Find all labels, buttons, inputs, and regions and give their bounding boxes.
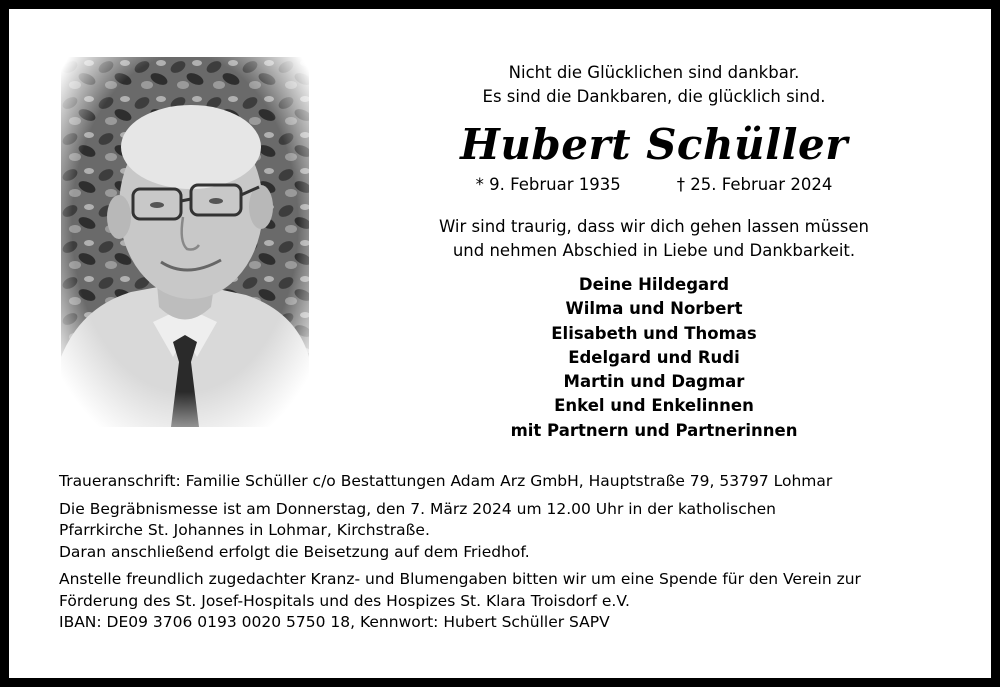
funeral-line: Die Begräbnismesse ist am Donnerstag, den 7. März 2024 um 12.00 Uhr in der katholischen — [59, 499, 776, 518]
mourner-entry: Edelgard und Rudi — [568, 347, 740, 367]
mourner-entry: mit Partnern und Partnerinnen — [510, 420, 798, 440]
death-date: † 25. Februar 2024 — [676, 175, 833, 194]
mourner-entry: Wilma und Norbert — [565, 299, 743, 319]
life-dates — [399, 173, 909, 197]
donation-info — [59, 569, 959, 634]
mourners-list — [399, 273, 909, 443]
quote-line: Nicht die Glücklichen sind dankbar. — [508, 63, 800, 82]
funeral-line: Pfarrkirche St. Johannes in Lohmar, Kirchstraße. — [59, 521, 430, 539]
donation-line: Förderung des St. Josef-Hospitals und des Hospizes St. Klara Troisdorf e.V. — [59, 591, 630, 610]
obituary-card — [9, 9, 991, 678]
mourner-entry: Elisabeth und Thomas — [551, 323, 757, 343]
funeral-info — [59, 499, 959, 564]
funeral-line: Daran anschließend erfolgt die Beisetzung auf dem Friedhof. — [59, 542, 530, 561]
mourner-entry: Deine Hildegard — [578, 275, 730, 294]
donation-line: IBAN: DE09 3706 0193 0020 5750 18, Kennwort: Hubert Schüller SAPV — [59, 613, 610, 631]
quote — [399, 61, 909, 109]
donation-line: Anstelle freundlich zugedachter Kranz- und Blumengaben bitten wir um eine Spende für den Verein zur — [59, 570, 861, 588]
birth-date: * 9. Februar 1935 — [475, 175, 621, 194]
quote-line: Es sind die Dankbaren, die glücklich sind. — [482, 87, 826, 106]
message-line: Wir sind traurig, dass wir dich gehen lassen müssen — [438, 217, 870, 236]
farewell-message — [399, 215, 909, 263]
mourner-entry: Martin und Dagmar — [563, 372, 745, 392]
deceased-name: Hubert Schüller — [460, 120, 848, 169]
message-line: und nehmen Abschied in Liebe und Dankbarkeit. — [452, 241, 856, 260]
mourner-entry: Enkel und Enkelinnen — [554, 396, 754, 416]
details-block — [59, 471, 959, 640]
portrait-photo — [61, 57, 309, 427]
main-text-block — [399, 61, 909, 443]
mourning-address: Traueranschrift: Familie Schüller c/o Bestattungen Adam Arz GmbH, Hauptstraße 79, 53797 Lohmar — [59, 472, 833, 490]
